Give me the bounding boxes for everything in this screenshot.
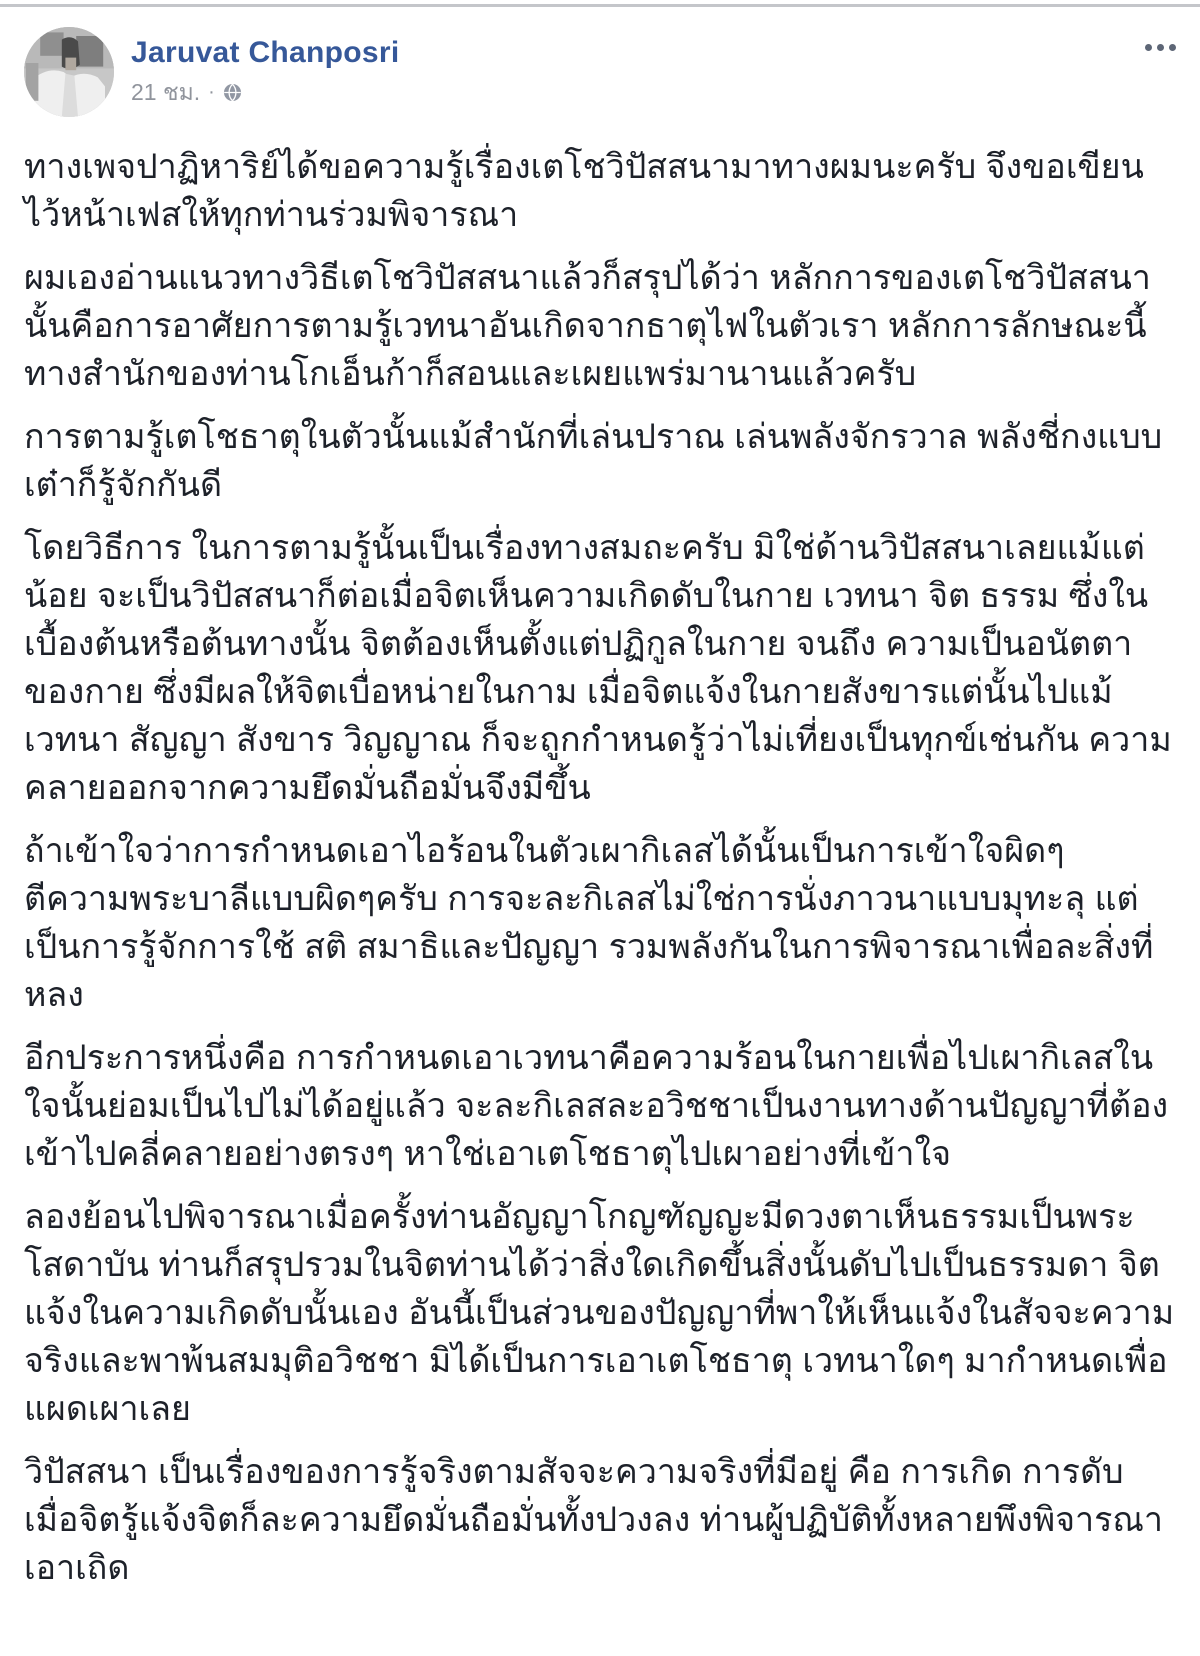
post-paragraph: อีกประการหนึ่งคือ การกำหนดเอาเวทนาคือความร้อนในกายเพื่อไปเผากิเลสในใจนั้นย่อมเป็นไปไม่ได้อยู่แล้ว จะละกิเลสละอวิชชาเป็นงานทางด้านปัญญาที่ต้องเข้าไปคลี่คลายอย่างตรงๆ หาใช่เอาเตโชธาตุไปเผาอย่างที่เข้าใจ bbox=[24, 1039, 1169, 1173]
ellipsis-icon bbox=[1169, 44, 1176, 51]
post-header bbox=[24, 7, 1176, 143]
ellipsis-icon bbox=[1145, 44, 1152, 51]
post-meta-row bbox=[131, 79, 400, 105]
facebook-post-page bbox=[0, 4, 1200, 1656]
ellipsis-icon bbox=[1157, 44, 1164, 51]
post-card bbox=[0, 7, 1200, 1592]
post-paragraph: ลองย้อนไปพิจารณาเมื่อครั้งท่านอัญญาโกญฑัญญะมีดวงตาเห็นธรรมเป็นพระโสดาบัน ท่านก็สรุปรวมในจิตท่านได้ว่าสิ่งใดเกิดขึ้นสิ่งนั้นดับไปเป็นธรรมดา จิตแจ้งในความเกิดดับนั้นเอง อันนี้เป็นส่วนของปัญญาที่พาให้เห็นแจ้งในสัจจะความจริงและพาพ้นสมมุติอวิชชา มิได้เป็นการเอาเตโชธาตุ เวทนาใดๆ มากำหนดเพื่อแผดเผาเลย bbox=[24, 1198, 1175, 1428]
avatar-photo bbox=[24, 27, 114, 117]
post-paragraph: โดยวิธีการ ในการตามรู้นั้นเป็นเรื่องทางสมถะครับ มิใช่ด้านวิปัสสนาเลยแม้แต่น้อย จะเป็นวิปัสสนาก็ต่อเมื่อจิตเห็นความเกิดดับในกาย เวทนา จิต ธรรม ซึ่งในเบื้องต้นหรือต้นทางนั้น จิตต้องเห็นตั้งแต่ปฏิกูลในกาย จนถึง ความเป็นอนัตตาของกาย ซึ่งมีผลให้จิตเบื่อหน่ายในกาม เมื่อจิตแจ้งในกายสังขารแต่นั้นไปแม้เวทนา สัญญา สังขาร วิญญาณ ก็จะถูกกำหนดรู้ว่าไม่เที่ยงเป็นทุกข์เช่นกัน ความคลายออกจากความยึดมั่นถือมั่นจึงมีขึ้น bbox=[24, 529, 1172, 807]
post-paragraph: วิปัสสนา เป็นเรื่องของการรู้จริงตามสัจจะความจริงที่มีอยู่ คือ การเกิด การดับ เมื่อจิตรู้แจ้งจิตก็ละความยึดมั่นถือมั่นทั้งปวงลง ท่านผู้ปฏิบัติทั้งหลายพึงพิจารณาเอาเถิด bbox=[24, 1453, 1164, 1587]
avatar[interactable] bbox=[24, 27, 114, 117]
post-options-button[interactable] bbox=[1124, 31, 1180, 63]
timestamp-link[interactable]: 21 ชม. bbox=[131, 79, 201, 105]
meta-separator: · bbox=[208, 81, 215, 103]
post-body bbox=[24, 143, 1176, 1592]
post-paragraph: การตามรู้เตโชธาตุในตัวนั้นแม้สำนักที่เล่นปราณ เล่นพลังจักรวาล พลังชี่กงแบบเต๋าก็รู้จักกันดี bbox=[24, 418, 1163, 504]
post-paragraph: ผมเองอ่านแนวทางวิธีเตโชวิปัสสนาแล้วก็สรุปได้ว่า หลักการของเตโชวิปัสสนานั้นคือการอาศัยการตามรู้เวทนาอันเกิดจากธาตุไฟในตัวเรา หลักการลักษณะนี้ ทางสำนักของท่านโกเอ็นก้าก็สอนและเผยแพร่มานานแล้วครับ bbox=[24, 259, 1151, 393]
author-name-link[interactable]: Jaruvat Chanposri bbox=[131, 36, 400, 69]
globe-icon bbox=[223, 83, 242, 102]
post-paragraph: ถ้าเข้าใจว่าการกำหนดเอาไอร้อนในตัวเผากิเลสได้นั้นเป็นการเข้าใจผิดๆ ตีความพระบาลีแบบผิดๆครับ การจะละกิเลสไม่ใช่การนั่งภาวนาแบบมุทะลุ แต่เป็นการรู้จักการใช้ สติ สมาธิและปัญญา รวมพลังกันในการพิจารณาเพื่อละสิ่งที่หลง bbox=[24, 832, 1154, 1014]
post-paragraph: ทางเพจปาฏิหาริย์ได้ขอความรู้เรื่องเตโชวิปัสสนามาทางผมนะครับ จึงขอเขียนไว้หน้าเฟสให้ทุกท่านร่วมพิจารณา bbox=[24, 148, 1144, 234]
post-header-text bbox=[131, 27, 400, 105]
